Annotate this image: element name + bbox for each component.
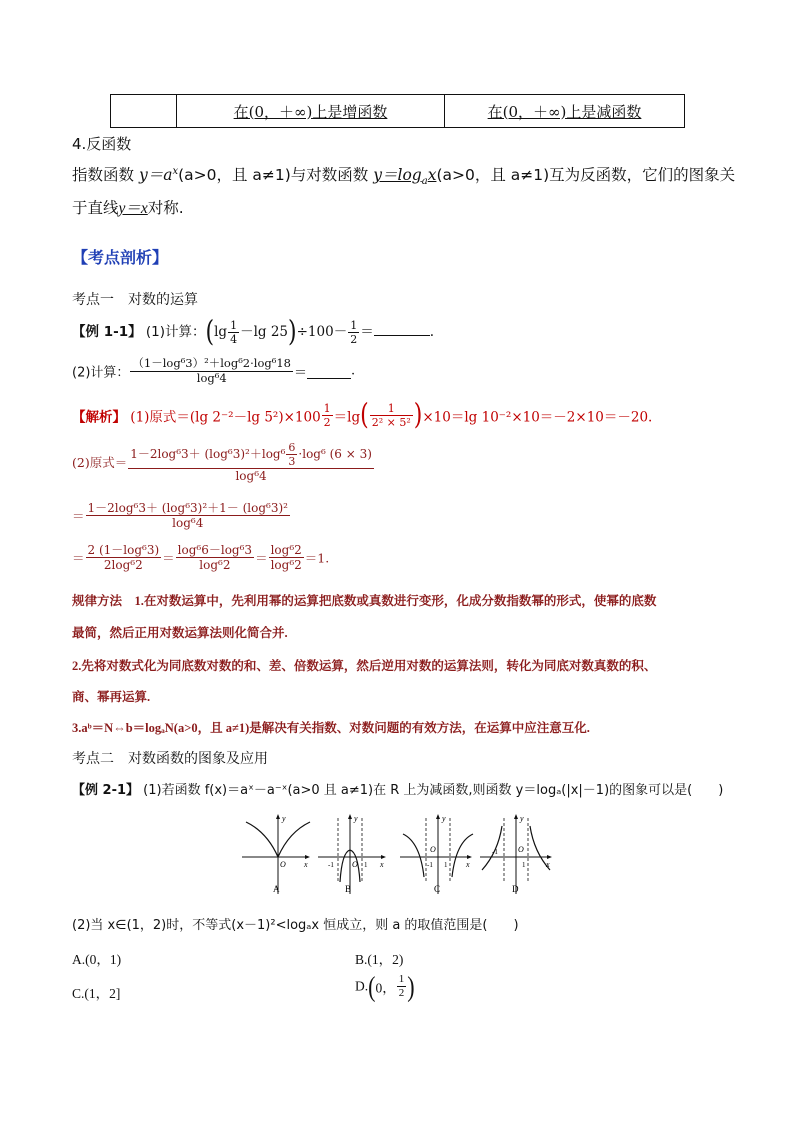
table-cell-increasing: 在(0，＋∞)上是增函数: [177, 95, 445, 128]
monotonicity-table: [110, 94, 685, 128]
solution-line-2: (2)原式＝ 1－2log⁶3＋ (log⁶3)²＋log⁶ $\frac{6}{3}$ ·log⁶ (6 × 3) log⁶4: [72, 441, 372, 483]
graph-b-x-label: x: [380, 860, 384, 869]
option-c[interactable]: C.(1，2]: [72, 986, 121, 1001]
method-line-1b: 最简，然后正用对数运算法则化简合并.: [72, 626, 288, 640]
graph-b-origin: O: [352, 860, 358, 869]
graph-c-y-label: y: [442, 814, 446, 823]
method-line-2b: 商、幂再运算.: [72, 690, 151, 704]
example-1-1: 【例 1-1】 (1)计算：(lg $\frac{1}{4}$ －lg 25)÷100－ $\frac{1}{2}$ ＝ .: [72, 315, 434, 349]
graph-c-plus-one: 1: [444, 861, 448, 869]
method-line-1a: 规律方法 1.在对数运算中，先利用幂的运算把底数或真数进行变形，化成分数指数幂的形式，使幂的底数: [72, 593, 657, 608]
option-d[interactable]: D.(0， $\frac{1}{2}$ ): [355, 969, 415, 1003]
graph-d-x-label: x: [546, 860, 550, 869]
graph-d-minus-one: -1: [492, 848, 498, 856]
graph-c-minus-one: -1: [427, 861, 433, 869]
graph-a-caption: A: [273, 884, 280, 894]
graph-option-a[interactable]: [242, 812, 314, 896]
graph-b-caption: B: [345, 884, 352, 894]
answer-blank-1[interactable]: [374, 321, 430, 336]
graph-a-y-label: y: [282, 814, 286, 823]
graph-option-d[interactable]: [480, 812, 556, 896]
kaodian2-title: 考点二 对数函数的图象及应用: [72, 751, 268, 767]
section-inverse-line1: 指数函数 $y=a^x(a>0$，且 a≠1)与对数函数 $y=\log_ax(a>0$，且 a≠1)互为反函数，它们的图象关: [72, 165, 736, 188]
example-2-1-part2: (2)当 x∈(1，2)时，不等式(x－1)²<logₐx 恒成立，则 a 的取值范围是( ): [72, 918, 519, 933]
table-cell-decreasing: 在(0，＋∞)上是减函数: [445, 95, 685, 128]
table-cell-label: [111, 95, 177, 128]
method-line-2a: 2.先将对数式化为同底数对数的和、差、倍数运算，然后逆用对数的运算法则，转化为同底对数真数的积、: [72, 659, 657, 673]
example-1-1-part2: (2)计算： $\frac{\text{（1－log⁶3）²＋log⁶2·log⁶18}}{\text{log⁶4}}$ ＝ .: [72, 356, 356, 385]
graph-c-x-label: x: [466, 860, 470, 869]
answer-blank-2[interactable]: [307, 364, 351, 379]
graph-d-y-label: y: [520, 814, 524, 823]
section-inverse-line2: 于直线y＝x对称.: [72, 199, 184, 217]
solution-line-3: ＝ $\frac{\text{1－2log⁶3＋ (log⁶3)²＋1－ (log⁶3)²}}{\text{log⁶4}}$: [72, 501, 288, 530]
graph-option-c[interactable]: [400, 812, 476, 896]
graph-b-plus-one: 1: [364, 861, 368, 869]
graph-c-caption: C: [434, 884, 441, 894]
graph-d-caption: D: [512, 884, 519, 894]
kaodian1-title: 考点一 对数的运算: [72, 292, 198, 308]
graph-d-origin: O: [518, 845, 524, 854]
option-b[interactable]: B.(1，2): [355, 952, 404, 967]
graph-c-origin: O: [430, 845, 436, 854]
graph-option-b[interactable]: [318, 812, 390, 896]
method-line-3: 3.aᵇ＝N⇔b＝logₐN(a>0，且 a≠1)是解决有关指数、对数问题的有效方法，在运算中应注意互化.: [72, 721, 590, 735]
example-2-1: 【例 2-1】 (1)若函数 f(x)＝aˣ－a⁻ˣ(a>0 且 a≠1)在 R 上为减函数,则函数 y＝logₐ(|x|－1)的图象可以是( ): [72, 783, 724, 798]
graph-a-origin: O: [280, 860, 286, 869]
graph-a-x-label: x: [304, 860, 308, 869]
graph-b-minus-one: -1: [328, 861, 334, 869]
option-a[interactable]: A.(0，1): [72, 952, 122, 967]
graph-d-plus-one: 1: [522, 861, 526, 869]
solution-line-1: 【解析】 (1)原式＝(lg 2⁻²－lg 5²)×100 $\frac{1}{2}$ ＝lg( $\frac{1}{\text{2² × 5²}}$ )×10＝lg 10⁻²×10＝－2×10＝－20.: [72, 398, 653, 432]
kaodian-heading: 【考点剖析】: [72, 248, 169, 267]
graph-b-y-label: y: [354, 814, 358, 823]
solution-line-4: ＝ $\frac{\text{2 (1－log⁶3)}}{\text{2log⁶2}}$ ＝ $\frac{\text{log⁶6－log⁶3}}{\text{log⁶2}}$ ＝ $\frac{\text{log⁶2}}{\text{log⁶2}}$ ＝1.: [72, 543, 330, 572]
section-inverse-title: 4.反函数: [72, 135, 132, 153]
table-row: [111, 95, 685, 128]
